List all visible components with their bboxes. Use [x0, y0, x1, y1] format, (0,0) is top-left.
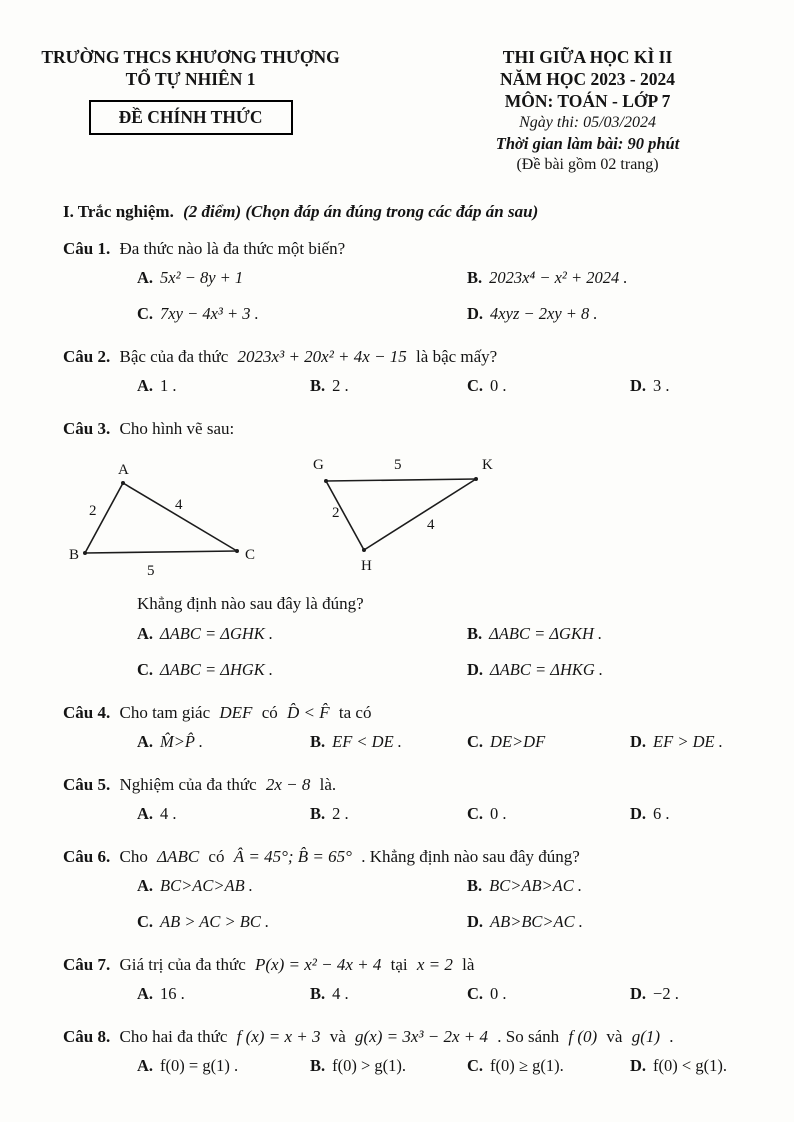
option-q4-a-letter: A. [137, 732, 154, 751]
pages-note: (Đề bài gồm 02 trang) [516, 156, 659, 173]
option-q4-d [630, 732, 723, 752]
option-q1-a [137, 268, 243, 288]
option-q8-b-letter: B. [310, 1056, 326, 1075]
option-q2-b-letter: B. [310, 376, 326, 395]
option-q8-d-letter: D. [630, 1056, 647, 1075]
question-3-options-row-2 [63, 651, 764, 687]
option-q8-d-value: f(0) < g(1). [653, 1056, 727, 1075]
vertex-a-label: A [118, 462, 129, 478]
question-7-text-post: là [462, 955, 475, 974]
option-q7-d [630, 984, 679, 1004]
option-q5-c-value: 0 . [490, 804, 507, 823]
option-q8-c [467, 1056, 564, 1076]
triangle-abc-figure [65, 453, 277, 588]
option-q2-c [467, 376, 507, 396]
question-3 [63, 418, 764, 439]
option-q5-b-letter: B. [310, 804, 326, 823]
side-hk-length: 4 [427, 517, 435, 533]
exam-title: THI GIỮA HỌC KÌ II [502, 47, 673, 67]
option-q5-b-value: 2 . [332, 804, 349, 823]
option-q6-c-letter: C. [137, 912, 154, 931]
question-3-subquestion: Khẳng định nào sau đây là đúng? [137, 594, 364, 613]
option-q6-a-value: BC>AC>AB . [160, 876, 253, 895]
exam-body [0, 175, 794, 1083]
question-8-text-mid2: và [606, 1027, 623, 1046]
question-4-text-pre: Cho tam giác [119, 703, 211, 722]
option-q4-a-value: M̂>P̂ . [160, 732, 203, 751]
option-q2-d-value: 3 . [653, 376, 670, 395]
option-q8-c-value: f(0) ≥ g(1). [490, 1056, 564, 1075]
question-2-text-pre: Bậc của đa thức [119, 347, 229, 366]
question-8-g1: g(1) [631, 1027, 661, 1046]
option-q8-a-letter: A. [137, 1056, 154, 1075]
option-q4-b-letter: B. [310, 732, 326, 751]
option-q4-c-letter: C. [467, 732, 484, 751]
question-1-options-row-2 [63, 295, 764, 331]
option-q8-b-value: f(0) > g(1). [332, 1056, 407, 1075]
header-exam-info-block [381, 46, 794, 175]
question-2 [63, 346, 764, 367]
option-q3-b [467, 624, 602, 644]
question-8 [63, 1026, 764, 1047]
question-8-f-definition: f (x) = x + 3 [236, 1027, 321, 1046]
question-8-text-post: . So sánh [497, 1027, 560, 1046]
question-7 [63, 954, 764, 975]
question-1 [63, 238, 764, 259]
option-q7-a-value: 16 . [160, 984, 185, 1003]
option-q3-c-letter: C. [137, 660, 154, 679]
vertex-h-label: H [361, 558, 372, 574]
option-q5-b [310, 804, 349, 824]
question-6 [63, 846, 764, 867]
option-q8-d [630, 1056, 727, 1076]
question-4-label: Câu 4. [63, 703, 111, 722]
question-3-text: Cho hình vẽ sau: [119, 419, 235, 438]
option-q5-d [630, 804, 670, 824]
option-q6-b-letter: B. [467, 876, 483, 895]
side-gk-length: 5 [394, 457, 402, 473]
side-ab-length: 2 [89, 503, 97, 519]
option-q6-c [137, 912, 269, 932]
exam-date: Ngày thi: 05/03/2024 [519, 114, 656, 131]
header-school-block [0, 46, 381, 175]
option-q4-a [137, 732, 203, 752]
option-q6-b-value: BC>AB>AC . [489, 876, 582, 895]
question-6-options-row-2 [63, 903, 764, 939]
question-1-label: Câu 1. [63, 239, 111, 258]
option-q6-d-letter: D. [467, 912, 484, 931]
option-q4-b-value: EF < DE . [332, 732, 402, 751]
question-8-label: Câu 8. [63, 1027, 111, 1046]
side-bc-length: 5 [147, 563, 155, 579]
exam-duration: Thời gian làm bài: 90 phút [495, 134, 680, 153]
option-q6-b [467, 876, 582, 896]
question-2-options-row [63, 367, 764, 403]
section-1-title-italic: (2 điểm) (Chọn đáp án đúng trong các đáp án sau) [183, 202, 539, 221]
option-q7-a-letter: A. [137, 984, 154, 1003]
option-q1-b-letter: B. [467, 268, 483, 287]
option-q5-a [137, 804, 177, 824]
option-q2-a [137, 376, 177, 396]
question-3-options-row-1 [63, 615, 764, 651]
option-q5-c-letter: C. [467, 804, 484, 823]
question-6-text-post: . Khẳng định nào sau đây đúng? [361, 847, 580, 866]
option-q6-a [137, 876, 253, 896]
option-q1-a-letter: A. [137, 268, 154, 287]
exam-header [0, 0, 794, 175]
option-q2-d-letter: D. [630, 376, 647, 395]
vertex-k-label: K [482, 457, 493, 473]
question-6-text-pre: Cho [119, 847, 148, 866]
vertex-c-label: C [245, 547, 256, 563]
option-q1-c [137, 304, 259, 324]
question-5-label: Câu 5. [63, 775, 111, 794]
option-q5-a-value: 4 . [160, 804, 177, 823]
question-5-text-post: là. [319, 775, 337, 794]
option-q1-c-letter: C. [137, 304, 154, 323]
question-1-text: Đa thức nào là đa thức một biến? [119, 239, 346, 258]
question-8-text-pre: Cho hai đa thức [119, 1027, 228, 1046]
option-q3-a [137, 624, 273, 644]
option-q7-b-letter: B. [310, 984, 326, 1003]
option-q2-b [310, 376, 349, 396]
option-q1-d-letter: D. [467, 304, 484, 323]
vertex-g-label: G [313, 457, 324, 473]
option-q7-b [310, 984, 349, 1004]
option-q3-b-value: ΔABC = ΔGKH . [489, 624, 603, 643]
option-q3-a-value: ΔABC = ΔGHK . [160, 624, 274, 643]
option-q6-d-value: AB>BC>AC . [490, 912, 583, 931]
question-6-options-row-1 [63, 867, 764, 903]
question-4-text-mid: có [261, 703, 278, 722]
question-8-options-row [63, 1047, 764, 1083]
option-q5-d-value: 6 . [653, 804, 670, 823]
side-ac-length: 4 [175, 497, 183, 513]
side-gh-length: 2 [332, 505, 340, 521]
option-q4-c [467, 732, 545, 752]
question-1-options-row-1 [63, 259, 764, 295]
option-q4-d-letter: D. [630, 732, 647, 751]
option-q7-d-value: −2 . [653, 984, 679, 1003]
question-7-text-pre: Giá trị của đa thức [119, 955, 246, 974]
triangle-ghk-figure [299, 443, 531, 591]
question-2-formula: 2023x³ + 20x² + 4x − 15 [237, 347, 407, 366]
school-name: TRƯỜNG THCS KHƯƠNG THƯỢNG [41, 47, 340, 67]
option-q8-c-letter: C. [467, 1056, 484, 1075]
option-q8-b [310, 1056, 406, 1076]
option-q7-b-value: 4 . [332, 984, 349, 1003]
question-5-formula: 2x − 8 [265, 775, 311, 794]
option-q4-b [310, 732, 402, 752]
question-7-x-value: x = 2 [416, 955, 453, 974]
option-q2-a-value: 1 . [160, 376, 177, 395]
option-q1-d-value: 4xyz − 2xy + 8 . [490, 304, 598, 323]
question-7-polynomial: P(x) = x² − 4x + 4 [255, 955, 382, 974]
department-name: TỔ TỰ NHIÊN 1 [125, 69, 256, 89]
option-q7-c-letter: C. [467, 984, 484, 1003]
question-5-options-row [63, 795, 764, 831]
question-7-label: Câu 7. [63, 955, 111, 974]
option-q7-a [137, 984, 185, 1004]
option-q6-a-letter: A. [137, 876, 154, 895]
option-q3-d-letter: D. [467, 660, 484, 679]
question-7-options-row [63, 975, 764, 1011]
option-q1-c-value: 7xy − 4x³ + 3 . [160, 304, 259, 323]
section-1-title [63, 201, 764, 223]
subject-grade: MÔN: TOÁN - LỚP 7 [504, 91, 671, 111]
option-q6-c-value: AB > AC > BC . [160, 912, 270, 931]
option-q2-d [630, 376, 670, 396]
question-4-text-post: ta có [338, 703, 372, 722]
question-5 [63, 774, 764, 795]
option-q3-b-letter: B. [467, 624, 483, 643]
question-6-label: Câu 6. [63, 847, 111, 866]
question-6-text-mid: có [208, 847, 225, 866]
option-q5-c [467, 804, 507, 824]
option-q7-c-value: 0 . [490, 984, 507, 1003]
option-q1-b [467, 268, 628, 288]
option-q3-c-value: ΔABC = ΔHGK . [160, 660, 274, 679]
question-4-angle-relation: D̂ < F̂ [286, 703, 330, 722]
option-q3-a-letter: A. [137, 624, 154, 643]
option-q8-a [137, 1056, 238, 1076]
option-q5-d-letter: D. [630, 804, 647, 823]
question-3-label: Câu 3. [63, 419, 111, 438]
option-q2-b-value: 2 . [332, 376, 349, 395]
question-8-text-end: . [669, 1027, 674, 1046]
question-2-text-post: là bậc mấy? [416, 347, 498, 366]
option-q1-b-value: 2023x⁴ − x² + 2024 . [489, 268, 628, 287]
option-q6-d [467, 912, 583, 932]
question-4-triangle-name: DEF [219, 703, 253, 722]
question-6-angles: Â = 45°; B̂ = 65° [233, 847, 352, 866]
question-6-triangle-name: ΔABC [157, 847, 200, 866]
option-q4-d-value: EF > DE . [653, 732, 723, 751]
question-7-text-mid: tại [390, 955, 408, 974]
question-8-text-mid: và [329, 1027, 346, 1046]
option-q3-d-value: ΔABC = ΔHKG . [490, 660, 604, 679]
option-q2-c-value: 0 . [490, 376, 507, 395]
question-5-text-pre: Nghiệm của đa thức [119, 775, 257, 794]
option-q3-c [137, 660, 273, 680]
school-year: NĂM HỌC 2023 - 2024 [500, 69, 676, 89]
option-q7-d-letter: D. [630, 984, 647, 1003]
option-q1-d [467, 304, 598, 324]
option-q5-a-letter: A. [137, 804, 154, 823]
question-4-options-row [63, 723, 764, 759]
question-8-f0: f (0) [568, 1027, 598, 1046]
option-q2-a-letter: A. [137, 376, 154, 395]
vertex-b-label: B [69, 547, 80, 563]
option-q8-a-value: f(0) = g(1) . [160, 1056, 239, 1075]
option-q1-a-value: 5x² − 8y + 1 [160, 268, 244, 287]
option-q3-d [467, 660, 603, 680]
question-3-figure [63, 443, 764, 591]
option-q4-c-value: DE>DF [490, 732, 546, 751]
question-8-g-definition: g(x) = 3x³ − 2x + 4 [355, 1027, 488, 1046]
option-q2-c-letter: C. [467, 376, 484, 395]
question-2-label: Câu 2. [63, 347, 111, 366]
official-exam-stamp: ĐỀ CHÍNH THỨC [89, 100, 293, 135]
question-4 [63, 702, 764, 723]
option-q7-c [467, 984, 507, 1004]
section-1-title-bold: I. Trắc nghiệm. [63, 202, 174, 221]
